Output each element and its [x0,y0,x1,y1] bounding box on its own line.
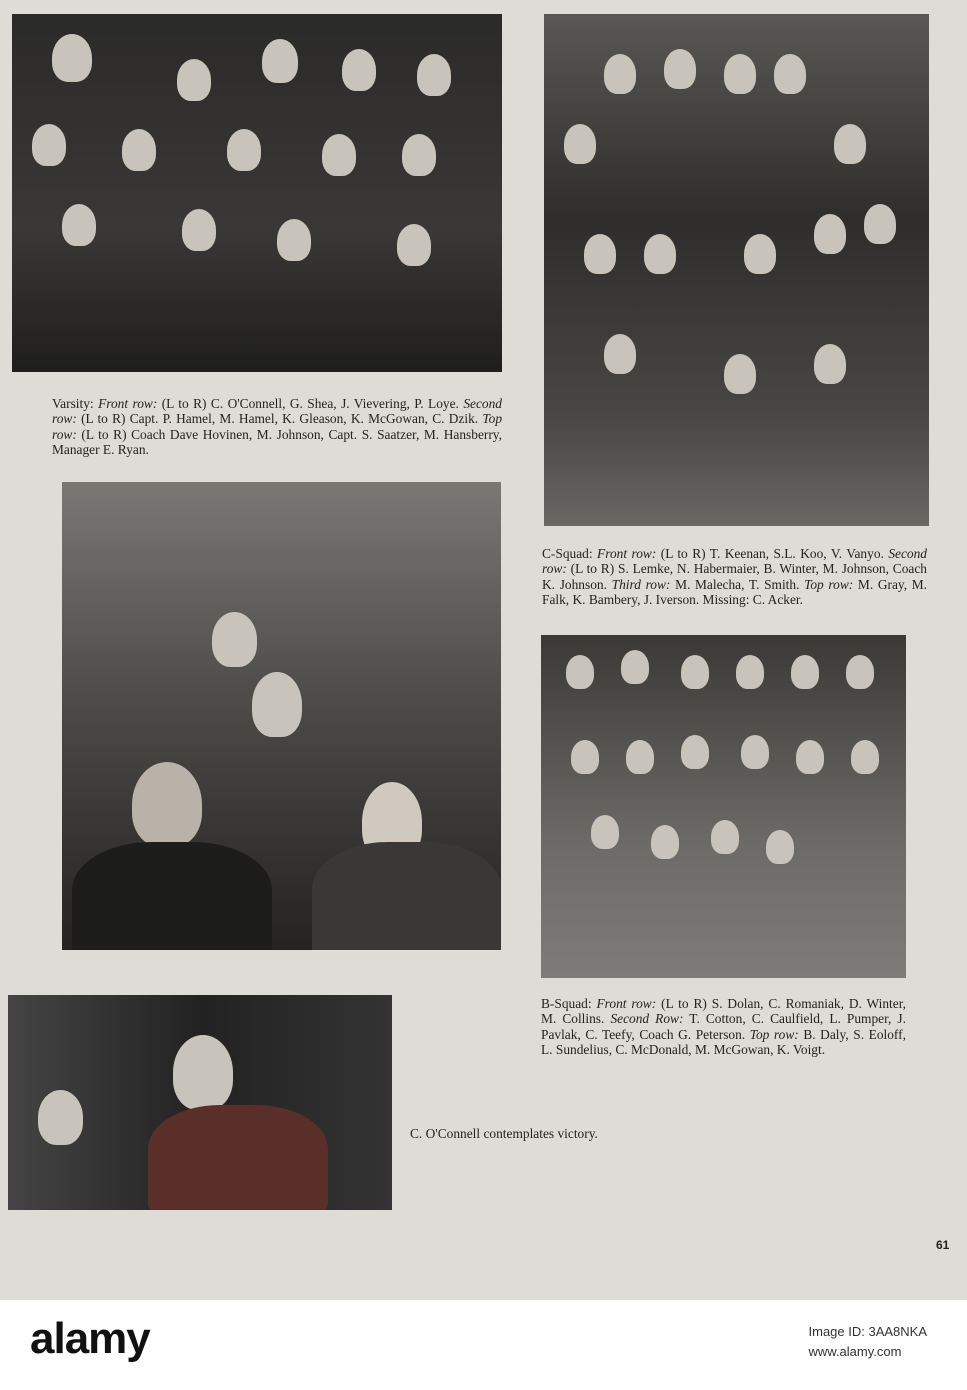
row-label: Second row: [542,546,927,577]
varsity-team-photo [12,14,502,372]
row-label: Top row: [749,1026,799,1042]
row-label: Second row: [52,396,502,427]
watermark-url: www.alamy.com [808,1344,902,1359]
c-squad-caption [542,546,927,607]
oconnell-bench-photo [8,995,392,1210]
row-names: (L to R) S. Dolan, C. Romaniak, D. Winter, M. Collins. [541,996,906,1027]
row-names: (L to R) C. O'Connell, G. Shea, J. Vievering, P. Loye. [161,396,459,411]
row-label: Front row: [98,396,158,411]
row-label: Second Row: [610,1011,684,1027]
victory-caption: C. O'Connell contemplates victory. [410,1126,598,1141]
caption-lead: B-Squad: [541,996,592,1011]
caption-lead: Varsity: [52,396,94,411]
row-label: Third row: [611,576,671,592]
row-label: Front row: [597,546,657,561]
row-names: (L to R) S. Lemke, N. Habermaier, B. Winter, M. Johnson, Coach K. Johnson. [542,561,927,592]
row-label: Top row: [52,411,503,442]
image-id: Image ID: 3AA8NKA [808,1324,927,1339]
row-label: Top row: [804,576,854,592]
crowd-cheering-photo [62,482,501,950]
watermark-strip [0,1300,967,1390]
b-squad-team-photo [541,635,906,978]
c-squad-team-photo [544,14,929,526]
b-squad-caption [541,996,906,1057]
caption-lead: C-Squad: [542,546,593,561]
row-names: M. Gray, M. Falk, K. Bambery, J. Iverson. Missing: C. Acker. [542,576,928,607]
row-names: T. Cotton, C. Caulfield, L. Pumper, J. Pavlak, C. Teefy, Coach G. Peterson. [541,1011,906,1042]
row-names: (L to R) Coach Dave Hovinen, M. Johnson, Capt. S. Saatzer, M. Hansberry, Manager E. Ryan. [52,426,502,457]
alamy-logo: alamy [30,1314,150,1363]
row-names: M. Malecha, T. Smith. [675,576,800,592]
watermark-meta [809,1322,928,1362]
row-names: (L to R) Capt. P. Hamel, M. Hamel, K. Gleason, K. McGowan, C. Dzik. [81,411,479,427]
page-number: 61 [936,1238,950,1252]
row-label: Front row: [596,996,657,1011]
row-names: (L to R) T. Keenan, S.L. Koo, V. Vanyo. [660,546,884,561]
varsity-caption [52,396,502,457]
row-names: B. Daly, S. Eoloff, L. Sundelius, C. McDonald, M. McGowan, K. Voigt. [541,1026,906,1057]
